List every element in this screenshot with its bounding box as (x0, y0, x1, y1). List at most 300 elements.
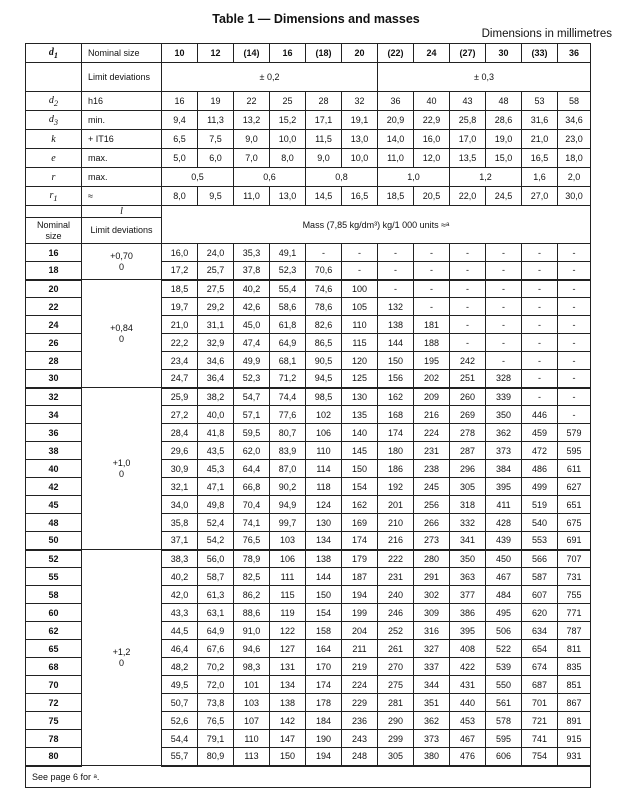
mass-value: 105 (342, 298, 378, 316)
mass-value: 144 (378, 334, 414, 352)
dimension-value: 17,0 (450, 130, 486, 149)
mass-value: 184 (306, 712, 342, 730)
mass-value: - (450, 298, 486, 316)
mass-value: 216 (378, 532, 414, 550)
mass-value: - (558, 262, 591, 280)
mass-value: 411 (486, 496, 522, 514)
mass-value: 181 (414, 316, 450, 334)
mass-value: 23,4 (162, 352, 198, 370)
mass-value: - (414, 262, 450, 280)
length-value: 38 (26, 442, 82, 460)
length-value: 42 (26, 478, 82, 496)
mass-value: 202 (414, 370, 450, 388)
mass-value: 54,4 (162, 730, 198, 748)
mass-value: 34,6 (198, 352, 234, 370)
mass-value: 78,9 (234, 550, 270, 568)
mass-value: 270 (378, 658, 414, 676)
length-value: 50 (26, 532, 82, 550)
dimension-value: 10,0 (270, 130, 306, 149)
symbol-cell: $d_1$ (26, 44, 82, 63)
mass-value: 52,4 (198, 514, 234, 532)
dimension-value: 53 (522, 92, 558, 111)
mass-value: - (486, 298, 522, 316)
mass-value: 156 (378, 370, 414, 388)
mass-value: 179 (342, 550, 378, 568)
mass-value: 21,0 (162, 316, 198, 334)
mass-value: 66,8 (234, 478, 270, 496)
dimension-value: 12 (198, 44, 234, 63)
mass-value: 219 (342, 658, 378, 676)
mass-value: 58,7 (198, 568, 234, 586)
length-value: 22 (26, 298, 82, 316)
symbol-cell: $r_1$ (26, 187, 82, 206)
mass-value: - (486, 352, 522, 370)
mass-value: 305 (450, 478, 486, 496)
mass-header: Mass (7,85 kg/dm³) kg/1 000 units ≈ᵃ (162, 206, 591, 244)
mass-value: 174 (342, 532, 378, 550)
dimension-value: 58 (558, 92, 591, 111)
row-label: Limit deviations (82, 63, 162, 92)
mass-value: 787 (558, 622, 591, 640)
mass-value: 24,0 (198, 244, 234, 262)
mass-value: 150 (378, 352, 414, 370)
mass-value: 309 (414, 604, 450, 622)
mass-value: 55,7 (162, 748, 198, 766)
mass-value: 428 (486, 514, 522, 532)
dimension-value: 11,0 (234, 187, 270, 206)
mass-value: 82,5 (234, 568, 270, 586)
mass-value: 350 (450, 550, 486, 568)
dimension-value: ± 0,3 (378, 63, 591, 92)
mass-value: 476 (450, 748, 486, 766)
mass-value: 86,5 (306, 334, 342, 352)
dimension-value: 0,5 (162, 168, 234, 187)
dimension-value: 25 (270, 92, 306, 111)
mass-value: 67,6 (198, 640, 234, 658)
mass-value: 29,6 (162, 442, 198, 460)
mass-value: 332 (450, 514, 486, 532)
dimension-value: 16,0 (414, 130, 450, 149)
l-symbol-cell: l (82, 206, 162, 218)
mass-value: 495 (486, 604, 522, 622)
symbol-cell: e (26, 149, 82, 168)
mass-value: 27,5 (198, 280, 234, 298)
dimension-value: 18,5 (378, 187, 414, 206)
dimension-value: ± 0,2 (162, 63, 378, 92)
dimension-value: 34,6 (558, 111, 591, 130)
mass-value: 25,7 (198, 262, 234, 280)
mass-value: 77,6 (270, 406, 306, 424)
mass-value: 408 (450, 640, 486, 658)
dimension-value: 9,4 (162, 111, 198, 130)
mass-value: 290 (378, 712, 414, 730)
mass-row (26, 550, 591, 568)
mass-value: 186 (378, 460, 414, 478)
mass-value: 40,2 (162, 568, 198, 586)
length-value: 62 (26, 622, 82, 640)
mass-value: - (378, 262, 414, 280)
mass-value: 351 (414, 694, 450, 712)
mass-value: 178 (306, 694, 342, 712)
mass-value: 59,5 (234, 424, 270, 442)
mass-value: 216 (414, 406, 450, 424)
dimension-value: 27,0 (522, 187, 558, 206)
mass-value: 30,9 (162, 460, 198, 478)
dimension-value: 13,0 (342, 130, 378, 149)
dimension-value: 16,5 (522, 149, 558, 168)
mass-value: 124 (306, 496, 342, 514)
mass-value: 130 (306, 514, 342, 532)
mass-value: 43,3 (162, 604, 198, 622)
mass-value: 115 (342, 334, 378, 352)
mass-value: 145 (342, 442, 378, 460)
length-symbol-row (26, 206, 591, 218)
mass-value: 24,7 (162, 370, 198, 388)
mass-value: - (450, 334, 486, 352)
mass-value: 299 (378, 730, 414, 748)
dimensions-unit-note: Dimensions in millimetres (481, 28, 612, 40)
mass-value: 52,6 (162, 712, 198, 730)
mass-value: 49,8 (198, 496, 234, 514)
mass-value: 296 (450, 460, 486, 478)
mass-value: - (450, 316, 486, 334)
mass-value: 57,1 (234, 406, 270, 424)
mass-value: 45,3 (198, 460, 234, 478)
mass-value: 243 (342, 730, 378, 748)
deviation-group: +1,2 0 (82, 550, 162, 766)
length-value: 32 (26, 388, 82, 406)
dimension-value: 30,0 (558, 187, 591, 206)
mass-row (26, 388, 591, 406)
mass-value: - (378, 280, 414, 298)
mass-value: 595 (486, 730, 522, 748)
mass-value: 90,2 (270, 478, 306, 496)
dimension-value: 19 (198, 92, 234, 111)
dimension-value: 8,0 (162, 187, 198, 206)
length-value: 55 (26, 568, 82, 586)
mass-value: 102 (306, 406, 342, 424)
mass-value: 142 (270, 712, 306, 730)
length-value: 58 (26, 586, 82, 604)
mass-value: 62,0 (234, 442, 270, 460)
mass-value: - (486, 244, 522, 262)
mass-value: 127 (270, 640, 306, 658)
mass-value: 362 (486, 424, 522, 442)
mass-value: 52,3 (234, 370, 270, 388)
mass-value: 40,0 (198, 406, 234, 424)
mass-value: 721 (522, 712, 558, 730)
mass-value: 222 (378, 550, 414, 568)
mass-value: 550 (486, 676, 522, 694)
row-label: max. (82, 168, 162, 187)
mass-value: 687 (522, 676, 558, 694)
mass-value: 446 (522, 406, 558, 424)
mass-value: 64,9 (198, 622, 234, 640)
mass-value: 16,0 (162, 244, 198, 262)
dimension-value: 5,0 (162, 149, 198, 168)
length-value: 52 (26, 550, 82, 568)
header-row (26, 92, 591, 111)
mass-value: 74,6 (306, 280, 342, 298)
mass-value: 100 (342, 280, 378, 298)
mass-value: 58,6 (270, 298, 306, 316)
mass-value: 38,2 (198, 388, 234, 406)
mass-value: 327 (414, 640, 450, 658)
mass-value: - (486, 262, 522, 280)
dimension-value: 48 (486, 92, 522, 111)
mass-value: 19,7 (162, 298, 198, 316)
dimension-value: 30 (486, 44, 522, 63)
deviation-group: +0,70 0 (82, 244, 162, 280)
mass-value: 281 (378, 694, 414, 712)
mass-value: - (558, 244, 591, 262)
mass-value: 741 (522, 730, 558, 748)
mass-value: - (486, 316, 522, 334)
mass-value: 122 (270, 622, 306, 640)
mass-value: - (558, 334, 591, 352)
header-row (26, 44, 591, 63)
mass-value: 931 (558, 748, 591, 766)
mass-value: 50,7 (162, 694, 198, 712)
mass-value: 439 (486, 532, 522, 550)
mass-row (26, 280, 591, 298)
mass-value: - (414, 280, 450, 298)
length-value: 78 (26, 730, 82, 748)
mass-value: 224 (414, 424, 450, 442)
mass-value: - (558, 352, 591, 370)
mass-value: 273 (414, 532, 450, 550)
mass-value: 48,2 (162, 658, 198, 676)
mass-value: 134 (306, 532, 342, 550)
mass-value: 209 (414, 388, 450, 406)
mass-value: 34,0 (162, 496, 198, 514)
mass-value: 519 (522, 496, 558, 514)
mass-value: 18,5 (162, 280, 198, 298)
mass-value: 29,2 (198, 298, 234, 316)
mass-value: 316 (414, 622, 450, 640)
mass-value: 73,8 (198, 694, 234, 712)
mass-value: 150 (342, 460, 378, 478)
mass-value: 72,0 (198, 676, 234, 694)
mass-value: 835 (558, 658, 591, 676)
mass-value: 256 (414, 496, 450, 514)
row-label: min. (82, 111, 162, 130)
mass-value: 651 (558, 496, 591, 514)
dimension-value: 22 (234, 92, 270, 111)
symbol-cell: $d_3$ (26, 111, 82, 130)
dimension-value: 2,0 (558, 168, 591, 187)
mass-value: 79,1 (198, 730, 234, 748)
mass-value: 291 (414, 568, 450, 586)
dimension-value: 28,6 (486, 111, 522, 130)
mass-value: 192 (378, 478, 414, 496)
mass-value: 74,4 (270, 388, 306, 406)
mass-value: 373 (486, 442, 522, 460)
mass-value: 94,9 (270, 496, 306, 514)
mass-value: 38,3 (162, 550, 198, 568)
mass-value: 86,2 (234, 586, 270, 604)
spacer-cell (26, 206, 82, 218)
mass-value: - (558, 370, 591, 388)
mass-value: 566 (522, 550, 558, 568)
length-value: 24 (26, 316, 82, 334)
mass-value: 99,7 (270, 514, 306, 532)
mass-value: 150 (270, 748, 306, 766)
mass-value: 110 (234, 730, 270, 748)
mass-value: 431 (450, 676, 486, 694)
mass-value: 373 (414, 730, 450, 748)
mass-value: 305 (378, 748, 414, 766)
mass-value: 384 (486, 460, 522, 478)
mass-value: 130 (342, 388, 378, 406)
mass-value: - (522, 298, 558, 316)
mass-value: 94,5 (306, 370, 342, 388)
mass-value: 701 (522, 694, 558, 712)
mass-value: 94,6 (234, 640, 270, 658)
length-value: 70 (26, 676, 82, 694)
mass-value: 579 (558, 424, 591, 442)
mass-value: 380 (414, 748, 450, 766)
dimension-value: 6,5 (162, 130, 198, 149)
dimension-value: 9,0 (306, 149, 342, 168)
mass-value: 82,6 (306, 316, 342, 334)
mass-value: 266 (414, 514, 450, 532)
length-value: 60 (26, 604, 82, 622)
mass-value: 595 (558, 442, 591, 460)
row-label: ≈ (82, 187, 162, 206)
dimension-value: 1,6 (522, 168, 558, 187)
mass-value: 138 (378, 316, 414, 334)
mass-row (26, 244, 591, 262)
dimension-value: (22) (378, 44, 414, 63)
mass-value: 114 (306, 460, 342, 478)
mass-value: 891 (558, 712, 591, 730)
length-value: 65 (26, 640, 82, 658)
mass-value: 486 (522, 460, 558, 478)
mass-value: 91,0 (234, 622, 270, 640)
mass-value: 450 (486, 550, 522, 568)
mass-value: 37,8 (234, 262, 270, 280)
mass-value: 674 (522, 658, 558, 676)
row-label: h16 (82, 92, 162, 111)
mass-value: 344 (414, 676, 450, 694)
mass-value: 238 (414, 460, 450, 478)
mass-value: 78,6 (306, 298, 342, 316)
mass-value: 236 (342, 712, 378, 730)
mass-value: - (522, 262, 558, 280)
dimension-value: (14) (234, 44, 270, 63)
mass-value: 31,1 (198, 316, 234, 334)
mass-value: 170 (306, 658, 342, 676)
mass-value: 195 (414, 352, 450, 370)
mass-value: - (522, 370, 558, 388)
mass-value: 168 (378, 406, 414, 424)
mass-value: 71,2 (270, 370, 306, 388)
dimension-value: 14,5 (306, 187, 342, 206)
mass-value: 106 (270, 550, 306, 568)
mass-value: 150 (306, 586, 342, 604)
dimension-value: 24,5 (486, 187, 522, 206)
mass-value: 634 (522, 622, 558, 640)
mass-value: 90,5 (306, 352, 342, 370)
mass-value: 44,5 (162, 622, 198, 640)
mass-value: 280 (414, 550, 450, 568)
mass-value: 278 (450, 424, 486, 442)
mass-value: 40,2 (234, 280, 270, 298)
mass-value: 210 (378, 514, 414, 532)
dimension-value: 20,5 (414, 187, 450, 206)
dimension-value: 22,9 (414, 111, 450, 130)
length-value: 30 (26, 370, 82, 388)
mass-value: 35,3 (234, 244, 270, 262)
mass-value: 395 (450, 622, 486, 640)
mass-value: - (486, 334, 522, 352)
mass-value: - (522, 316, 558, 334)
dimension-value: 1,0 (378, 168, 450, 187)
mass-value: - (414, 244, 450, 262)
dimension-value: 17,1 (306, 111, 342, 130)
dimension-value: 36 (558, 44, 591, 63)
mass-value: 467 (486, 568, 522, 586)
mass-value: 47,4 (234, 334, 270, 352)
mass-value: 611 (558, 460, 591, 478)
mass-value: 115 (270, 586, 306, 604)
row-label: + IT16 (82, 130, 162, 149)
length-value: 18 (26, 262, 82, 280)
header-row (26, 63, 591, 92)
mass-value: 231 (414, 442, 450, 460)
mass-value: 229 (342, 694, 378, 712)
mass-value: 231 (378, 568, 414, 586)
mass-value: 45,0 (234, 316, 270, 334)
dimension-value: 1,2 (450, 168, 522, 187)
mass-value: 341 (450, 532, 486, 550)
mass-value: 68,1 (270, 352, 306, 370)
length-value: 80 (26, 748, 82, 766)
mass-value: 194 (306, 748, 342, 766)
mass-value: 246 (378, 604, 414, 622)
mass-value: 506 (486, 622, 522, 640)
mass-value: 42,6 (234, 298, 270, 316)
mass-value: 132 (378, 298, 414, 316)
mass-value: 915 (558, 730, 591, 748)
mass-value: 154 (306, 604, 342, 622)
mass-value: 587 (522, 568, 558, 586)
mass-value: 83,9 (270, 442, 306, 460)
mass-value: 138 (270, 694, 306, 712)
mass-value: - (522, 352, 558, 370)
mass-value: 76,5 (234, 532, 270, 550)
mass-value: 377 (450, 586, 486, 604)
mass-value: 63,1 (198, 604, 234, 622)
mass-value: 49,9 (234, 352, 270, 370)
dimension-value: 11,0 (378, 149, 414, 168)
header-row (26, 111, 591, 130)
mass-value: 135 (342, 406, 378, 424)
mass-value: 363 (450, 568, 486, 586)
mass-value: 240 (378, 586, 414, 604)
mass-value: 578 (486, 712, 522, 730)
mass-value: 17,2 (162, 262, 198, 280)
dimension-value: 10 (162, 44, 198, 63)
mass-value: - (306, 244, 342, 262)
mass-value: - (558, 316, 591, 334)
dimension-value: 40 (414, 92, 450, 111)
footnote-row (26, 766, 591, 788)
mass-value: - (450, 262, 486, 280)
mass-value: 174 (378, 424, 414, 442)
mass-value: 28,4 (162, 424, 198, 442)
